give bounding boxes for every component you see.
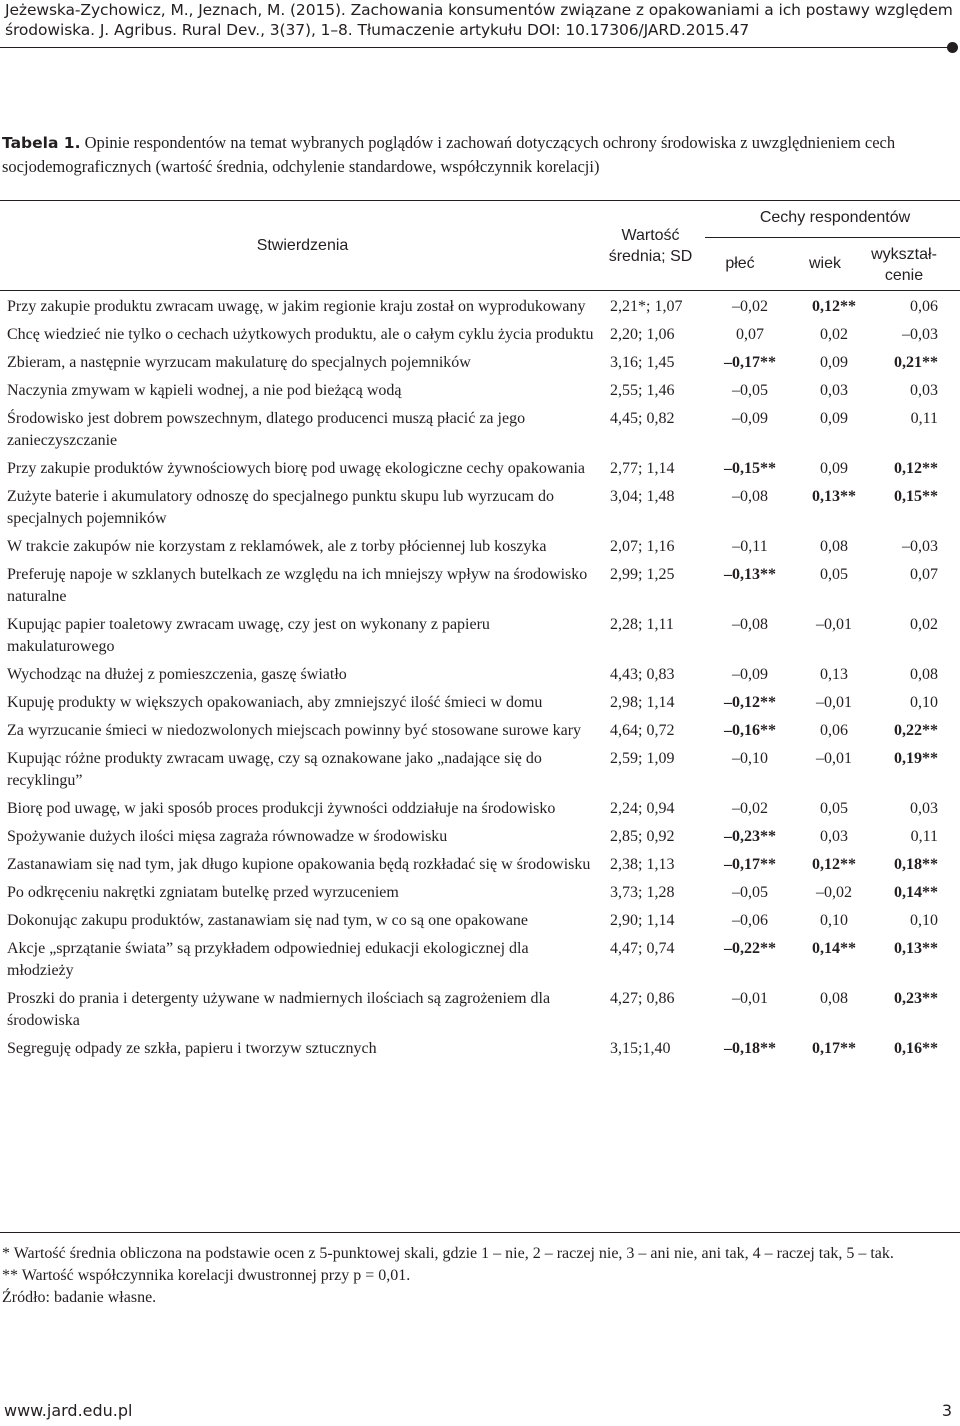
statement-cell: Środowisko jest dobrem powszechnym, dlatego producenci muszą płacić za jego zanieczyszczanie <box>7 410 526 449</box>
table-row <box>0 611 960 661</box>
sex-correlation-cell: –0,17** <box>724 354 776 371</box>
statement-cell: Przy zakupie produktów żywnościowych biorę pod uwagę ekologiczne cechy opakowania <box>7 460 586 477</box>
education-correlation-cell: 0,10 <box>910 694 938 711</box>
table-row <box>0 321 960 349</box>
statement-cell: Biorę pod uwagę, w jaki sposób proces produkcji żywności oddziałuje na środowisko <box>7 800 556 817</box>
age-correlation-cell: 0,08 <box>820 990 848 1007</box>
age-correlation-cell: 0,09 <box>820 410 848 427</box>
statement-cell: Zastanawiam się nad tym, jak długo kupione opakowania będą rozkładać się w środowisku <box>7 856 591 873</box>
education-correlation-cell: 0,07 <box>910 566 938 583</box>
education-correlation-cell: 0,18** <box>894 856 938 873</box>
table-top-rule <box>0 200 960 201</box>
header-age: wiek <box>808 255 841 272</box>
statement-cell: W trakcie zakupów nie korzystam z reklamówek, ale z torby płóciennej lub koszyka <box>7 538 547 555</box>
table-row <box>0 689 960 717</box>
mean-sd-cell: 2,38; 1,13 <box>610 856 675 873</box>
sex-correlation-cell: –0,16** <box>724 722 776 739</box>
sex-correlation-cell: –0,13** <box>724 566 776 583</box>
statement-cell: Proszki do prania i detergenty używane w nadmiernych ilościach są zagrożeniem dla środowiska <box>7 990 551 1029</box>
header-education: wykształ-cenie <box>871 246 937 284</box>
age-correlation-cell: 0,09 <box>820 460 848 477</box>
statement-cell: Po odkręceniu nakrętki zgniatam butelkę przed wyrzuceniem <box>7 884 399 901</box>
footnote-correlation: ** Wartość współczynnika korelacji dwustronnej przy p = 0,01. <box>2 1267 411 1284</box>
footnote-mean: * Wartość średnia obliczona na podstawie ocen z 5-punktowej skali, gdzie 1 – nie, 2 – raczej nie, 3 – ani nie, ani tak, 4 – raczej tak, 5 – tak. <box>2 1245 894 1262</box>
mean-sd-cell: 2,85; 0,92 <box>610 828 675 845</box>
education-correlation-cell: 0,19** <box>894 750 938 767</box>
mean-sd-cell: 3,73; 1,28 <box>610 884 675 901</box>
table-row <box>0 717 960 745</box>
table-row <box>0 293 960 321</box>
sex-correlation-cell: –0,10 <box>732 750 768 767</box>
table-row <box>0 823 960 851</box>
education-correlation-cell: 0,14** <box>894 884 938 901</box>
sex-correlation-cell: –0,15** <box>724 460 776 477</box>
statement-cell: Kupując różne produkty zwracam uwagę, czy są oznakowane jako „nadające się do recyklingu” <box>7 750 542 789</box>
education-correlation-cell: 0,03 <box>910 382 938 399</box>
table-row <box>0 533 960 561</box>
running-header: Jeżewska-Zychowicz, M., Jeznach, M. (2015). Zachowania konsumentów związane z opakowaniami a ich postawy względem środowiska. J. Agribus. Rural Dev., 3(37), 1–8. Tłumaczenie artykułu DOI: 10.17306/JARD.2015.47 <box>5 1 953 39</box>
statement-cell: Chcę wiedzieć nie tylko o cechach użytkowych produktu, ale o całym cyklu życia produktu <box>7 326 594 343</box>
table-row <box>0 483 960 533</box>
statement-cell: Za wyrzucanie śmieci w niedozwolonych miejscach powinny być stosowane surowe kary <box>7 722 582 739</box>
age-correlation-cell: 0,09 <box>820 354 848 371</box>
age-correlation-cell: –0,01 <box>816 750 852 767</box>
education-correlation-cell: 0,11 <box>910 828 938 845</box>
mean-sd-cell: 4,43; 0,83 <box>610 666 675 683</box>
mean-sd-cell: 2,24; 0,94 <box>610 800 675 817</box>
age-correlation-cell: 0,13** <box>812 488 856 505</box>
education-correlation-cell: 0,13** <box>894 940 938 957</box>
statement-cell: Kupując papier toaletowy zwracam uwagę, czy jest on wykonany z papieru makulaturowego <box>7 616 490 655</box>
header-rule <box>0 47 952 48</box>
header-mean-sd: Wartość średnia; SD <box>608 227 693 265</box>
education-correlation-cell: 0,16** <box>894 1040 938 1057</box>
sex-correlation-cell: –0,02 <box>732 298 768 315</box>
footer-url: www.jard.edu.pl <box>4 1401 133 1420</box>
education-correlation-cell: 0,21** <box>894 354 938 371</box>
table-title: Opinie respondentów na temat wybranych poglądów i zachowań dotyczących ochrony środowiska z uwzględnieniem cech socjodemograficznych (wartość średnia, odchylenie standardowe, współczynnik korelacji) <box>2 133 896 176</box>
mean-sd-cell: 2,55; 1,46 <box>610 382 675 399</box>
education-correlation-cell: 0,15** <box>894 488 938 505</box>
mean-sd-cell: 2,28; 1,11 <box>610 616 674 633</box>
statement-cell: Naczynia zmywam w kąpieli wodnej, a nie pod bieżącą wodą <box>7 382 402 399</box>
age-correlation-cell: 0,17** <box>812 1040 856 1057</box>
education-correlation-cell: 0,03 <box>910 800 938 817</box>
mean-sd-cell: 2,77; 1,14 <box>610 460 675 477</box>
age-correlation-cell: 0,05 <box>820 566 848 583</box>
table-row <box>0 349 960 377</box>
table-label: Tabela 1. <box>2 134 81 152</box>
sex-correlation-cell: –0,05 <box>732 884 768 901</box>
education-correlation-cell: 0,02 <box>910 616 938 633</box>
statement-cell: Przy zakupie produktu zwracam uwagę, w jakim regionie kraju został on wyprodukowany <box>7 298 586 315</box>
footnotes <box>2 1243 958 1309</box>
education-correlation-cell: 0,10 <box>910 912 938 929</box>
mean-sd-cell: 2,21*; 1,07 <box>610 298 683 315</box>
header-rule-dot <box>947 42 958 53</box>
education-correlation-cell: 0,22** <box>894 722 938 739</box>
header-bottom-rule <box>0 290 960 291</box>
sex-correlation-cell: –0,06 <box>732 912 768 929</box>
mean-sd-cell: 4,27; 0,86 <box>610 990 675 1007</box>
age-correlation-cell: 0,03 <box>820 382 848 399</box>
header-respondent-features: Cechy respondentów <box>759 209 911 226</box>
table-row <box>0 851 960 879</box>
education-correlation-cell: 0,06 <box>910 298 938 315</box>
age-correlation-cell: 0,06 <box>820 722 848 739</box>
education-correlation-cell: –0,03 <box>902 326 938 343</box>
mean-sd-cell: 2,59; 1,09 <box>610 750 675 767</box>
table-row <box>0 405 960 455</box>
table-row <box>0 661 960 689</box>
table-caption <box>2 131 958 178</box>
table-row <box>0 935 960 985</box>
age-correlation-cell: 0,13 <box>820 666 848 683</box>
statement-cell: Zużyte baterie i akumulatory odnoszę do specjalnego punktu skupu lub wyrzucam do specjalnych pojemników <box>7 488 554 527</box>
sex-correlation-cell: –0,01 <box>732 990 768 1007</box>
table-row <box>0 377 960 405</box>
table-row <box>0 985 960 1035</box>
age-correlation-cell: –0,01 <box>816 616 852 633</box>
table-row <box>0 879 960 907</box>
mean-sd-cell: 4,45; 0,82 <box>610 410 675 427</box>
table-row <box>0 561 960 611</box>
mean-sd-cell: 3,04; 1,48 <box>610 488 675 505</box>
statement-cell: Zbieram, a następnie wyrzucam makulaturę do specjalnych pojemników <box>7 354 471 371</box>
group-header-rule <box>705 237 960 238</box>
table-row <box>0 795 960 823</box>
statement-cell: Akcje „sprzątanie świata” są przykładem odpowiedniej edukacji ekologicznej dla młodzieży <box>7 940 529 979</box>
mean-sd-cell: 3,16; 1,45 <box>610 354 675 371</box>
table-row <box>0 745 960 795</box>
table-row <box>0 455 960 483</box>
age-correlation-cell: 0,10 <box>820 912 848 929</box>
sex-correlation-cell: –0,22** <box>724 940 776 957</box>
table-row <box>0 1035 960 1063</box>
mean-sd-cell: 3,15;1,40 <box>610 1040 671 1057</box>
sex-correlation-cell: –0,02 <box>732 800 768 817</box>
education-correlation-cell: –0,03 <box>902 538 938 555</box>
education-correlation-cell: 0,11 <box>910 410 938 427</box>
mean-sd-cell: 2,20; 1,06 <box>610 326 675 343</box>
statement-cell: Kupuję produkty w większych opakowaniach, aby zmniejszyć ilość śmieci w domu <box>7 694 543 711</box>
statement-cell: Wychodząc na dłużej z pomieszczenia, gaszę światło <box>7 666 347 683</box>
mean-sd-cell: 2,90; 1,14 <box>610 912 675 929</box>
education-correlation-cell: 0,12** <box>894 460 938 477</box>
sex-correlation-cell: –0,09 <box>732 666 768 683</box>
sex-correlation-cell: –0,05 <box>732 382 768 399</box>
header-sex: płeć <box>725 255 755 272</box>
sex-correlation-cell: –0,18** <box>724 1040 776 1057</box>
statement-cell: Segreguję odpady ze szkła, papieru i tworzyw sztucznych <box>7 1040 377 1057</box>
mean-sd-cell: 2,07; 1,16 <box>610 538 675 555</box>
source-note: Źródło: badanie własne. <box>2 1289 157 1306</box>
table-body <box>0 293 960 1063</box>
sex-correlation-cell: –0,23** <box>724 828 776 845</box>
age-correlation-cell: –0,02 <box>816 884 852 901</box>
education-correlation-cell: 0,23** <box>894 990 938 1007</box>
age-correlation-cell: 0,05 <box>820 800 848 817</box>
mean-sd-cell: 2,98; 1,14 <box>610 694 675 711</box>
header-statements: Stwierdzenia <box>256 237 349 254</box>
age-correlation-cell: 0,12** <box>812 298 856 315</box>
mean-sd-cell: 2,99; 1,25 <box>610 566 675 583</box>
age-correlation-cell: 0,02 <box>820 326 848 343</box>
statement-cell: Preferuję napoje w szklanych butelkach ze względu na ich mniejszy wpływ na środowisko naturalne <box>7 566 588 605</box>
age-correlation-cell: 0,12** <box>812 856 856 873</box>
sex-correlation-cell: –0,12** <box>724 694 776 711</box>
data-table <box>0 293 960 1063</box>
statement-cell: Spożywanie dużych ilości mięsa zagraża równowadze w środowisku <box>7 828 448 845</box>
age-correlation-cell: –0,01 <box>816 694 852 711</box>
sex-correlation-cell: –0,17** <box>724 856 776 873</box>
sex-correlation-cell: –0,09 <box>732 410 768 427</box>
mean-sd-cell: 4,64; 0,72 <box>610 722 675 739</box>
age-correlation-cell: 0,08 <box>820 538 848 555</box>
statement-cell: Dokonując zakupu produktów, zastanawiam się nad tym, w co są one opakowane <box>7 912 529 929</box>
sex-correlation-cell: 0,07 <box>736 326 764 343</box>
table-row <box>0 907 960 935</box>
sex-correlation-cell: –0,11 <box>732 538 768 555</box>
age-correlation-cell: 0,03 <box>820 828 848 845</box>
education-correlation-cell: 0,08 <box>910 666 938 683</box>
age-correlation-cell: 0,14** <box>812 940 856 957</box>
sex-correlation-cell: –0,08 <box>732 488 768 505</box>
mean-sd-cell: 4,47; 0,74 <box>610 940 675 957</box>
table-bottom-rule <box>0 1232 960 1233</box>
page-number: 3 <box>941 1401 952 1420</box>
sex-correlation-cell: –0,08 <box>732 616 768 633</box>
